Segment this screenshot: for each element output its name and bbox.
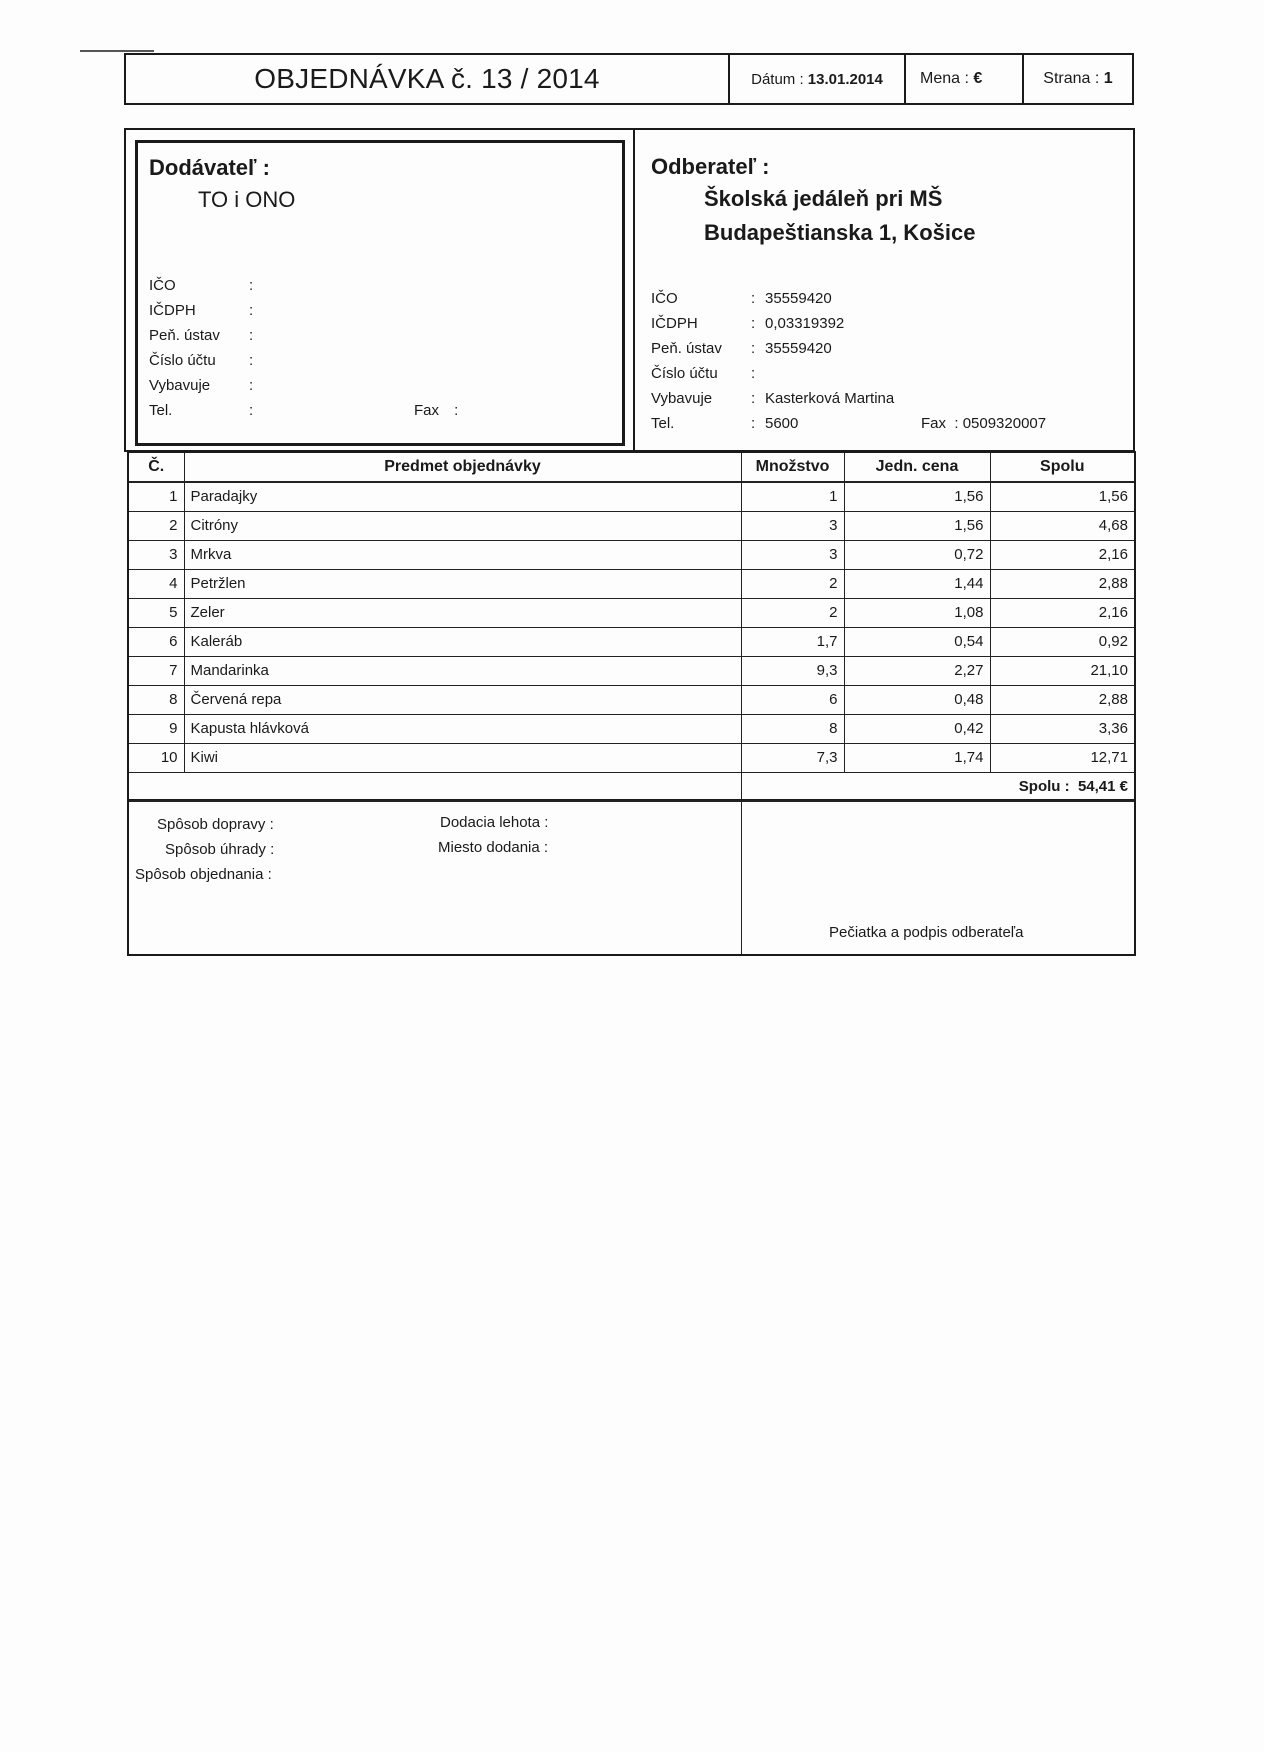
table-row [129,714,1134,743]
scan-mark [80,50,154,52]
row-number: 6 [129,627,184,656]
page-label: Strana : [1043,70,1100,87]
currency-value: € [973,70,983,87]
table-row [129,540,1134,569]
row-number: 10 [129,743,184,772]
table-row [129,656,1134,685]
row-total: 21,10 [990,656,1134,685]
party-divider [633,130,635,450]
row-quantity: 3 [741,511,844,540]
buyer-field: Číslo účtu : [651,365,756,382]
buyer-heading: Odberateľ : [651,154,770,179]
order-page [1022,55,1132,103]
row-quantity: 1,7 [741,627,844,656]
col-quantity: Množstvo [741,453,844,482]
buyer-fax-value: 0509320007 [962,415,1047,432]
row-unit-price: 0,54 [844,627,990,656]
row-total: 2,88 [990,685,1134,714]
table-row [129,511,1134,540]
row-quantity: 1 [741,482,844,511]
row-number: 7 [129,656,184,685]
supplier-field: IČO : [149,277,254,294]
row-item: Petržlen [184,569,741,598]
row-item: Kaleráb [184,627,741,656]
col-number: Č. [129,453,184,482]
items-table [129,453,1134,802]
row-item: Kiwi [184,743,741,772]
row-total: 12,71 [990,743,1134,772]
row-total: 3,36 [990,714,1134,743]
row-item: Kapusta hlávková [184,714,741,743]
row-quantity: 9,3 [741,656,844,685]
sum-row [129,772,1134,801]
stamp-signature-label: Pečiatka a podpis odberateľa [829,924,1024,941]
sum-label: Spolu : [1018,777,1070,795]
row-number: 8 [129,685,184,714]
row-unit-price: 1,44 [844,569,990,598]
supplier-box [135,140,625,446]
supplier-field: Peň. ústav : [149,327,254,344]
row-quantity: 8 [741,714,844,743]
row-item: Mrkva [184,540,741,569]
footer-section [127,800,1136,956]
buyer-field: Peň. ústav : 35559420 [651,340,832,357]
buyer-name-line2: Budapeštianska 1, Košice [704,220,976,245]
footer-divider [741,800,742,954]
table-row [129,598,1134,627]
row-unit-price: 1,08 [844,598,990,627]
col-item: Predmet objednávky [184,453,741,482]
row-total: 0,92 [990,627,1134,656]
row-number: 4 [129,569,184,598]
buyer-field: IČO : 35559420 [651,290,832,307]
row-quantity: 2 [741,569,844,598]
supplier-field: Číslo účtu : [149,352,254,369]
row-item: Citróny [184,511,741,540]
supplier-name: TO i ONO [198,187,296,212]
row-quantity: 2 [741,598,844,627]
buyer-field: Vybavuje : Kasterková Martina [651,390,895,407]
row-number: 3 [129,540,184,569]
date-label: Dátum : [751,70,804,88]
supplier-fields [149,273,263,423]
col-unit-price: Jedn. cena [844,453,990,482]
row-number: 5 [129,598,184,627]
currency-label: Mena : [920,70,969,87]
row-unit-price: 0,72 [844,540,990,569]
row-number: 2 [129,511,184,540]
row-item: Mandarinka [184,656,741,685]
row-total: 1,56 [990,482,1134,511]
order-total [741,772,1134,801]
buyer-fax-label: Fax [921,415,947,432]
buyer-name-line1: Školská jedáleň pri MŠ [704,186,943,211]
supplier-field: IČDPH : [149,302,254,319]
row-quantity: 7,3 [741,743,844,772]
order-date [728,55,904,103]
supplier-field: Tel. : [149,402,254,419]
row-item: Červená repa [184,685,741,714]
table-row [129,743,1134,772]
supplier-fax-label: Fax [414,402,440,419]
col-total: Spolu [990,453,1134,482]
row-total: 2,16 [990,540,1134,569]
row-total: 2,88 [990,569,1134,598]
row-unit-price: 1,74 [844,743,990,772]
row-total: 4,68 [990,511,1134,540]
order-header [124,53,1134,105]
row-quantity: 3 [741,540,844,569]
row-unit-price: 0,42 [844,714,990,743]
row-item: Zeler [184,598,741,627]
row-number: 1 [129,482,184,511]
date-value: 13.01.2014 [807,70,883,88]
row-number: 9 [129,714,184,743]
table-row [129,569,1134,598]
supplier-field: Vybavuje : [149,377,254,394]
supplier-heading: Dodávateľ : [149,155,270,180]
table-row [129,482,1134,511]
buyer-fax: Fax : 0509320007 [921,415,1047,432]
payment-label: Spôsob úhrady : [165,841,275,858]
buyer-fields [651,286,894,436]
row-total: 2,16 [990,598,1134,627]
delivery-time-label: Dodacia lehota : [440,814,549,831]
transport-label: Spôsob dopravy : [157,816,274,833]
items-section [127,451,1136,801]
sum-spacer [129,772,741,801]
sum-value: 54,41 € [1077,777,1128,795]
table-row [129,627,1134,656]
delivery-place-label: Miesto dodania : [438,839,549,856]
row-quantity: 6 [741,685,844,714]
row-unit-price: 2,27 [844,656,990,685]
order-title: OBJEDNÁVKA č. 13 / 2014 [254,63,600,94]
table-row [129,685,1134,714]
row-unit-price: 0,48 [844,685,990,714]
supplier-fax: Fax : [414,398,463,423]
parties-section [124,128,1135,452]
row-unit-price: 1,56 [844,482,990,511]
row-item: Paradajky [184,482,741,511]
order-currency [904,55,1022,103]
items-header-row [129,453,1134,482]
buyer-field: IČDPH : 0,03319392 [651,315,845,332]
page-value: 1 [1103,70,1113,87]
ordering-label: Spôsob objednania : [135,866,272,883]
buyer-field: Tel. : 5600 [651,415,799,432]
row-unit-price: 1,56 [844,511,990,540]
